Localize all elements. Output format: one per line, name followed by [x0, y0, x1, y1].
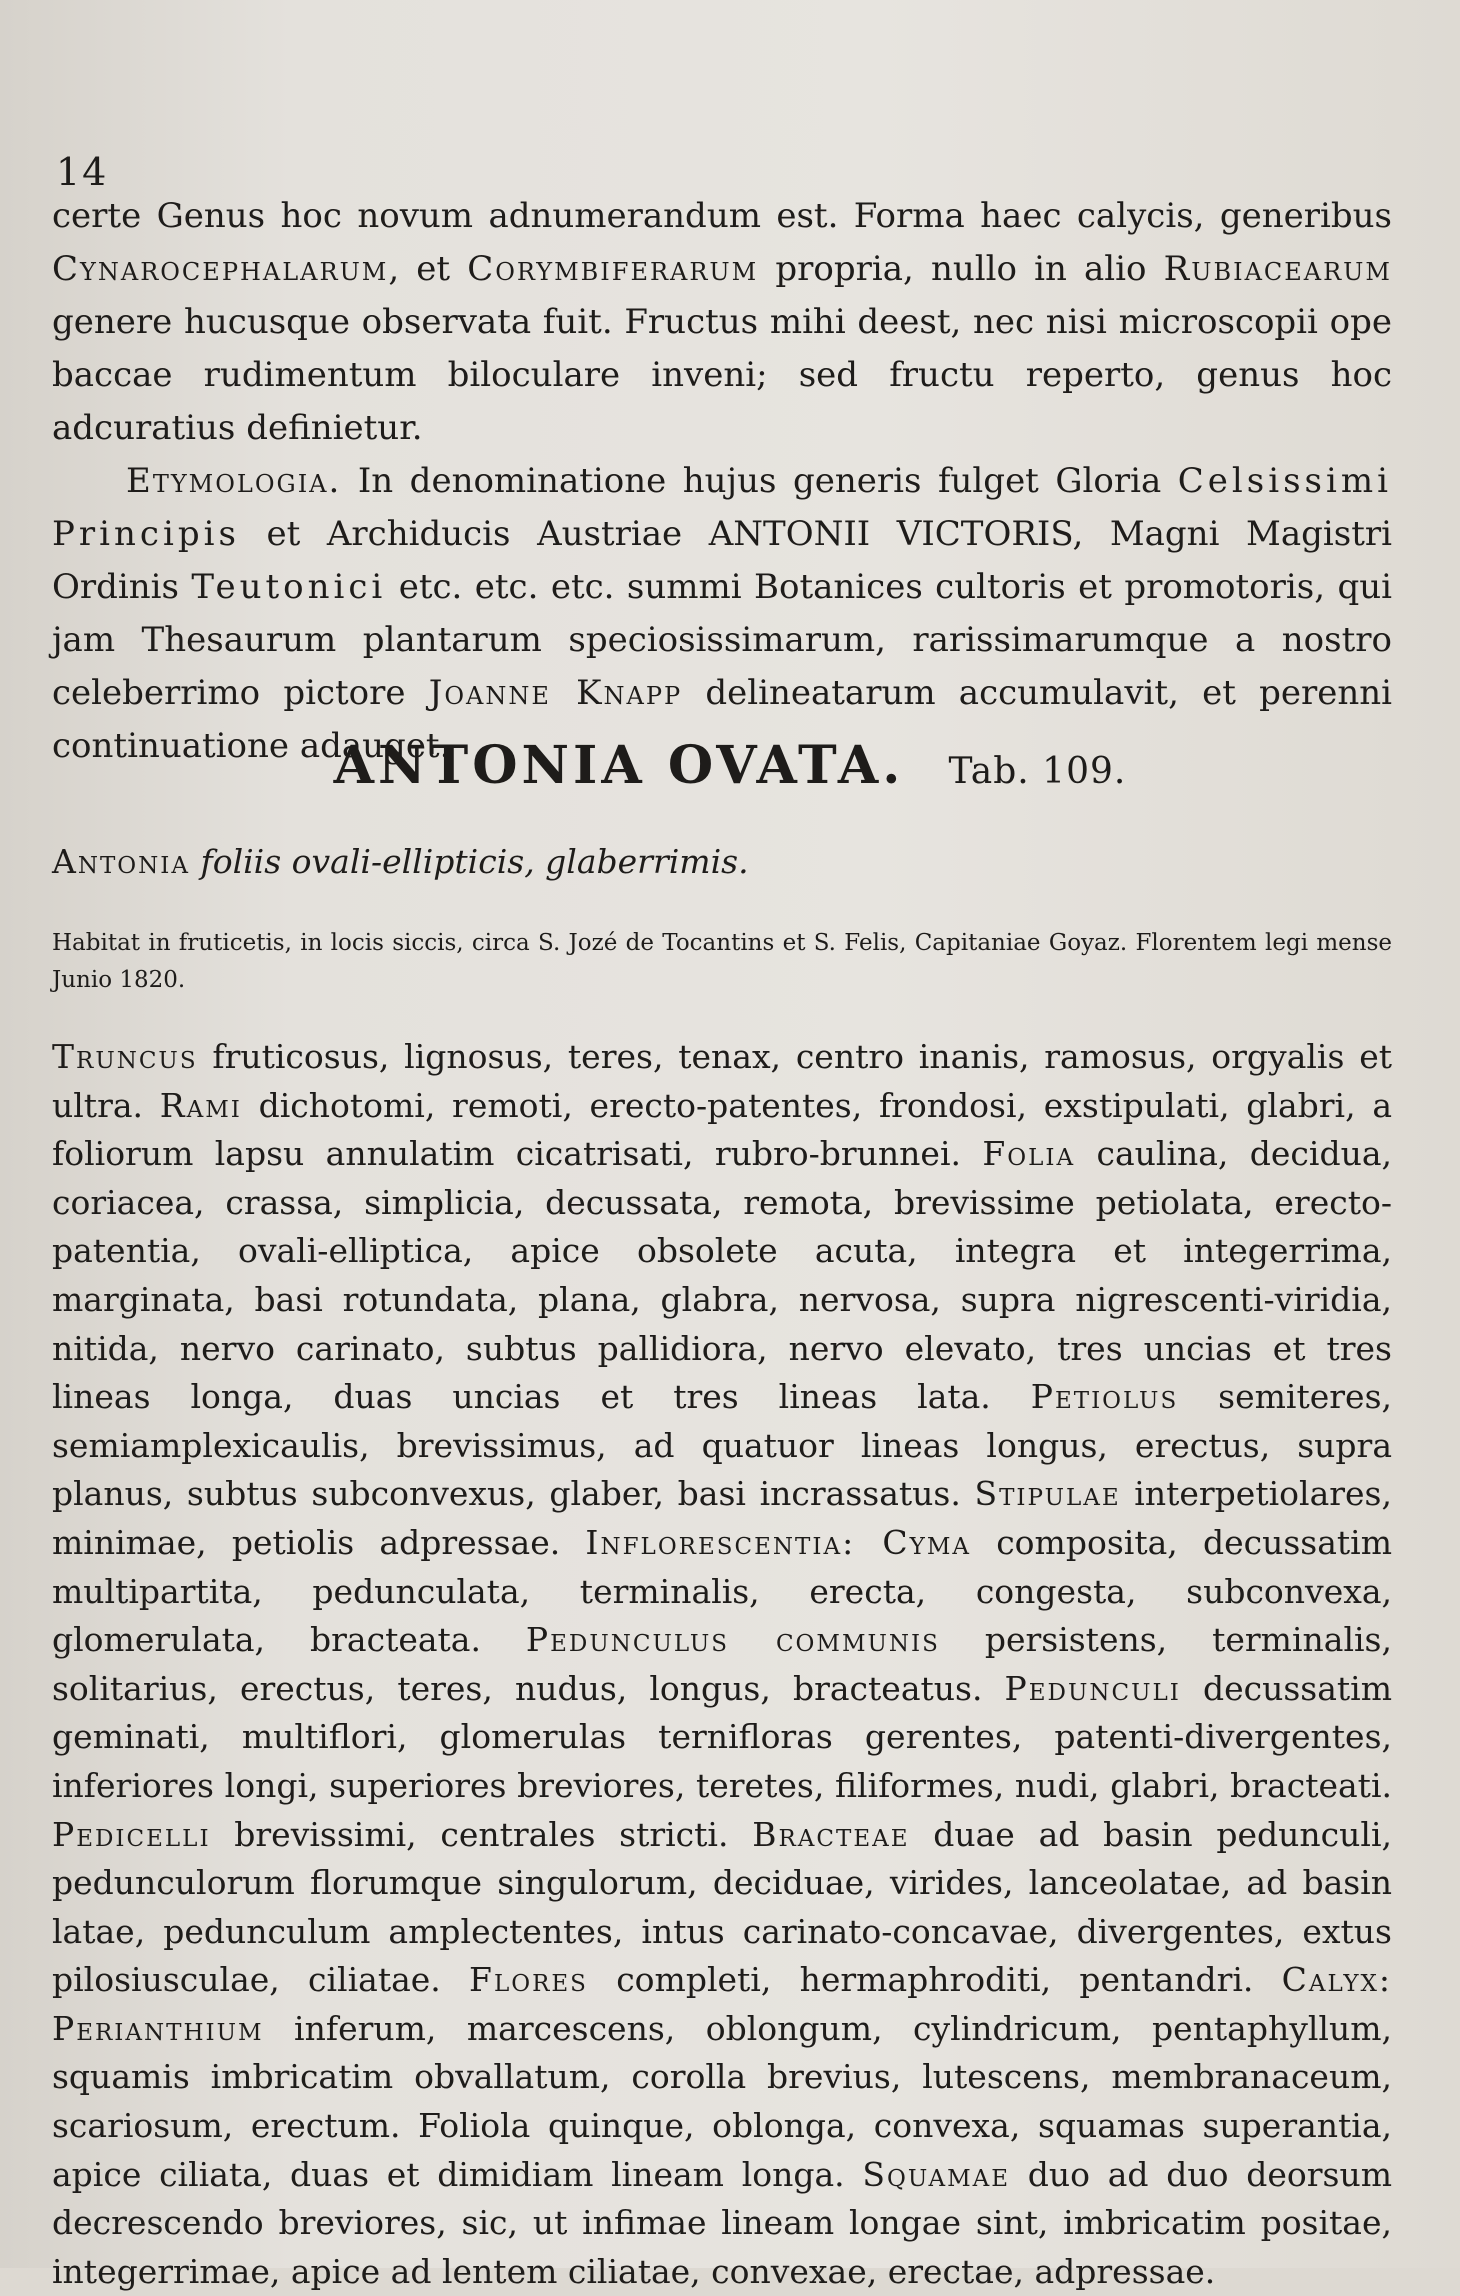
etymology-paragraph: Etymologia. In denominatione hujus generis fulget Gloria Celsissimi Principis et Archiducis Austriae ANTONII VICTORIS, Magni Magistri Ordinis Teutonici etc. etc. etc. summi Botanices cultoris et promotoris, qui jam Thesaurum plantarum speciosissimarum, rarissimarumque a nostro celeberrimo pictore Joanne Knapp delineatarum accumulavit, et perenni continuatione adauget.	[52, 461, 1393, 766]
diagnosis-text: foliis ovali-ellipticis, glaberrimis.	[200, 842, 749, 881]
intro-paragraph	[52, 190, 1392, 773]
taxon-cynarocephalarum: Cynarocephalarum	[52, 249, 389, 289]
painter-name: Joanne Knapp	[428, 673, 683, 713]
plate-reference: Tab. 109.	[948, 751, 1127, 792]
etymology-label: Etymologia.	[126, 461, 342, 501]
taxon-rubiacearum: Rubiacearum	[1163, 249, 1392, 289]
species-title: ANTONIA OVATA. Tab. 109.	[333, 735, 1127, 796]
taxon-corymbiferarum: Corymbiferarum	[467, 249, 759, 289]
page-number: 14	[56, 150, 109, 194]
diagnosis-genus: Antonia	[52, 842, 190, 881]
species-diagnosis	[52, 838, 749, 886]
habitat-note: Habitat in fruticetis, in locis siccis, circa S. Jozé de Tocantins et S. Felis, Capitaniae Goyaz. Florentem legi mense Junio 1820.	[52, 930, 1392, 993]
genus-note: certe Genus hoc novum adnumerandum est. Forma haec calycis, generibus Cynarocephalarum, et Corymbiferarum propria, nullo in alio Rubiacearum genere hucusque observata fuit. Fructus mihi deest, nec nisi microscopii ope baccae rudimentum biloculare inveni; sed fructu reperto, genus hoc adcuratius definietur.	[52, 196, 1392, 448]
species-description: Truncus fruticosus, lignosus, teres, tenax, centro inanis, ramosus, orgyalis et ultra. Rami dichotomi, remoti, erecto-patentes, frondosi, exstipulati, glabri, a foliorum lapsu annulatim cicatrisati, rubro-brunnei. Folia caulina, decidua, coriacea, crassa, simplicia, decussata, remota, brevissime petiolata, erecto-patentia, ovali-elliptica, apice obsolete acuta, integra et integerrima, marginata, basi rotundata, plana, glabra, nervosa, supra nigrescenti-viridia, nitida, nervo carinato, subtus pallidiora, nervo elevato, tres uncias et tres lineas longa, duas uncias et tres lineas lata. Petiolus semiteres, semiamplexicaulis, brevissimus, ad quatuor lineas longus, erectus, supra planus, subtus subconvexus, glaber, basi incrassatus. Stipulae interpetiolares, minimae, petiolis adpressae. Inflorescentia: Cyma composita, decussatim multipartita, pedunculata, terminalis, erecta, congesta, subconvexa, glomerulata, bracteata. Pedunculus communis persistens, terminalis, solitarius, erectus, teres, nudus, longus, bracteatus. Pedunculi decussatim geminati, multiflori, glomerulas ternifloras gerentes, patenti-divergentes, inferiores longi, superiores breviores, teretes, filiformes, nudi, glabri, bracteati. Pedicelli brevissimi, centrales stricti. Bracteae duae ad basin pedunculi, pedunculorum florumque singulorum, deciduae, virides, lanceolatae, ad basin latae, pedunculum amplectentes, intus carinato-concavae, divergentes, extus pilosiusculae, ciliatae. Flores completi, hermaphroditi, pentandri. Calyx: Perianthium inferum, marcescens, oblongum, cylindricum, pentaphyllum, squamis imbricatim obvallatum, corolla brevius, lutescens, membranaceum, scariosum, erectum. Foliola quinque, oblonga, convexa, squamas superantia, apice ciliata, duas et dimidiam lineam longa. Squamae duo ad duo deorsum decrescendo breviores, sic, ut infimae lineam longae sint, imbricatim positae, integerrimae, apice ad lentem ciliatae, convexae, erectae, adpressae.	[52, 1037, 1393, 2291]
